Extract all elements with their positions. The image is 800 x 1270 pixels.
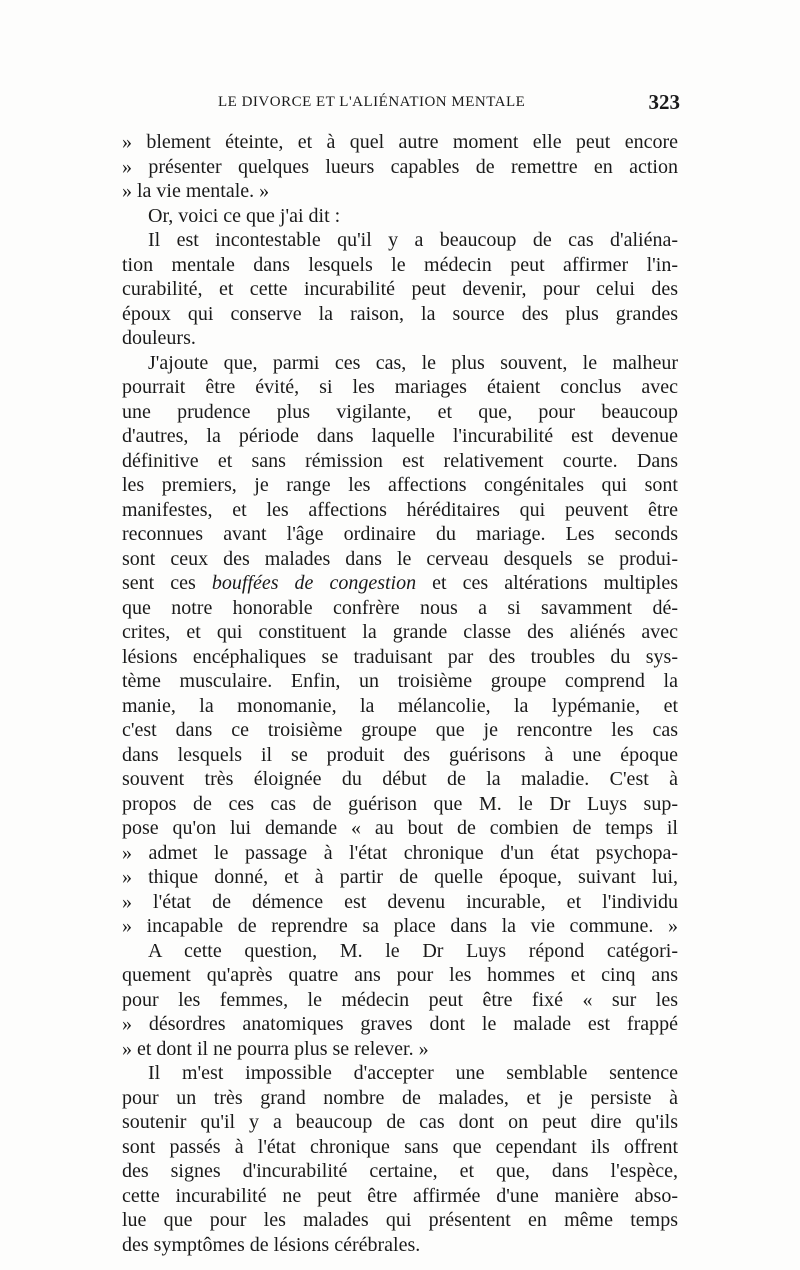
text-segment: manifestes, et les affections héréditaires qui peuvent être bbox=[122, 498, 678, 521]
text-segment: douleurs. bbox=[122, 327, 196, 349]
text-line bbox=[122, 277, 678, 302]
text-segment: sent ces bbox=[122, 572, 212, 594]
italic-phrase: bouffées de congestion bbox=[211, 572, 417, 594]
text-line bbox=[122, 645, 678, 670]
text-line bbox=[122, 571, 678, 596]
text-line bbox=[122, 669, 678, 694]
text-line bbox=[122, 620, 678, 645]
text-segment: » désordres anatomiques graves dont le malade est frappé bbox=[122, 1013, 678, 1035]
text-line bbox=[122, 914, 678, 939]
text-segment: pour un très grand nombre de malades, et je persiste à bbox=[122, 1086, 678, 1109]
text-line bbox=[122, 963, 678, 988]
text-line bbox=[122, 302, 678, 327]
page-number: 323 bbox=[648, 90, 680, 114]
text-segment: les premiers, je range les affections congénitales qui sont bbox=[122, 474, 678, 496]
text-line bbox=[122, 890, 678, 915]
text-segment: » blement éteinte, et à quel autre moment elle peut encore bbox=[122, 131, 678, 153]
text-segment: que notre honorable confrère nous a si savamment dé- bbox=[122, 596, 678, 619]
text-segment: » incapable de reprendre sa place dans la vie commune. » bbox=[122, 915, 678, 937]
text-line bbox=[122, 351, 678, 376]
text-line bbox=[122, 816, 678, 841]
text-segment: » présenter quelques lueurs capables de remettre en action bbox=[122, 155, 678, 178]
text-segment: une prudence plus vigilante, et que, pour beaucoup bbox=[122, 400, 678, 423]
text-line bbox=[122, 1159, 678, 1184]
text-line bbox=[122, 449, 678, 474]
text-line bbox=[122, 596, 678, 621]
text-segment: cette incurabilité ne peut être affirmée d'une manière abso- bbox=[122, 1184, 678, 1207]
text-line bbox=[122, 1208, 678, 1233]
text-segment: c'est dans ce troisième groupe que je rencontre les cas bbox=[122, 719, 678, 741]
text-segment: Or, voici ce que j'ai dit : bbox=[148, 204, 341, 227]
text-segment: crites, et qui constituent la grande classe des aliénés avec bbox=[122, 621, 678, 643]
text-line bbox=[122, 424, 678, 449]
text-line bbox=[122, 718, 678, 743]
text-line bbox=[122, 547, 678, 572]
text-line bbox=[122, 253, 678, 278]
text-segment: manie, la monomanie, la mélancolie, la lypémanie, et bbox=[122, 694, 678, 717]
text-line bbox=[122, 792, 678, 817]
text-line bbox=[122, 228, 678, 253]
text-segment: sont ceux des malades dans le cerveau desquels se produi- bbox=[122, 547, 678, 570]
text-line bbox=[122, 1135, 678, 1160]
text-segment: » la vie mentale. » bbox=[122, 180, 270, 202]
text-segment: » admet le passage à l'état chronique d'un état psychopa- bbox=[122, 841, 678, 864]
text-line bbox=[122, 498, 678, 523]
text-line bbox=[122, 865, 678, 890]
text-line bbox=[122, 130, 678, 155]
text-segment: pourrait être évité, si les mariages étaient conclus avec bbox=[122, 376, 678, 398]
text-segment: tème musculaire. Enfin, un troisième groupe comprend la bbox=[122, 670, 678, 692]
text-segment: pour les femmes, le médecin peut être fixé « sur les bbox=[122, 988, 678, 1011]
text-segment: pose qu'on lui demande « au bout de combien de temps il bbox=[122, 817, 678, 839]
text-line bbox=[122, 1061, 678, 1086]
text-line bbox=[122, 1086, 678, 1111]
text-segment: sont passés à l'état chronique sans que cependant ils offrent bbox=[122, 1135, 678, 1158]
text-segment: Il m'est impossible d'accepter une semblable sentence bbox=[148, 1062, 678, 1084]
text-segment: dans lesquels il se produit des guérisons à une époque bbox=[122, 743, 678, 766]
running-title: LE DIVORCE ET L'ALIÉNATION MENTALE bbox=[218, 94, 526, 110]
text-segment: définitive et sans rémission est relativement courte. Dans bbox=[122, 449, 678, 472]
text-segment: lue que pour les malades qui présentent en même temps bbox=[122, 1209, 678, 1231]
text-segment: Il est incontestable qu'il y a beaucoup de cas d'aliéna- bbox=[148, 229, 678, 251]
text-line bbox=[122, 155, 678, 180]
text-segment: curabilité, et cette incurabilité peut devenir, pour celui des bbox=[122, 278, 678, 300]
text-segment: soutenir qu'il y a beaucoup de cas dont on peut dire qu'ils bbox=[122, 1111, 678, 1133]
text-line bbox=[122, 743, 678, 768]
text-line bbox=[122, 841, 678, 866]
text-segment: souvent très éloignée du début de la maladie. C'est à bbox=[122, 768, 678, 790]
text-segment: reconnues avant l'âge ordinaire du mariage. Les seconds bbox=[122, 523, 678, 545]
text-segment: » thique donné, et à partir de quelle époque, suivant lui, bbox=[122, 866, 678, 888]
body-text bbox=[122, 130, 678, 1257]
text-segment: tion mentale dans lesquels le médecin peut affirmer l'in- bbox=[122, 253, 678, 276]
text-line bbox=[122, 767, 678, 792]
text-segment: d'autres, la période dans laquelle l'incurabilité est devenue bbox=[122, 425, 678, 447]
text-segment: quement qu'après quatre ans pour les hommes et cinq ans bbox=[122, 964, 678, 986]
text-line bbox=[122, 694, 678, 719]
text-segment: » l'état de démence est devenu incurable, et l'individu bbox=[122, 890, 678, 913]
text-line bbox=[122, 1110, 678, 1135]
text-segment: des symptômes de lésions cérébrales. bbox=[122, 1233, 421, 1256]
text-line bbox=[122, 400, 678, 425]
text-line bbox=[122, 522, 678, 547]
text-line bbox=[122, 988, 678, 1013]
text-line bbox=[122, 326, 678, 351]
text-line bbox=[122, 1012, 678, 1037]
text-segment: des signes d'incurabilité certaine, et que, dans l'espèce, bbox=[122, 1160, 678, 1182]
page-header bbox=[122, 90, 680, 120]
text-segment: et ces altérations multiples bbox=[416, 572, 678, 594]
text-line bbox=[122, 1184, 678, 1209]
text-line bbox=[122, 473, 678, 498]
text-line bbox=[122, 1233, 678, 1258]
text-segment: J'ajoute que, parmi ces cas, le plus souvent, le malheur bbox=[148, 351, 678, 374]
text-line bbox=[122, 375, 678, 400]
text-segment: époux qui conserve la raison, la source des plus grandes bbox=[122, 302, 678, 325]
text-line bbox=[122, 939, 678, 964]
text-segment: » et dont il ne pourra plus se relever. » bbox=[122, 1037, 429, 1060]
text-line bbox=[122, 1037, 678, 1062]
text-segment: propos de ces cas de guérison que M. le Dr Luys sup- bbox=[122, 792, 678, 815]
text-line bbox=[122, 204, 678, 229]
text-segment: lésions encéphaliques se traduisant par des troubles du sys- bbox=[122, 645, 678, 668]
text-segment: A cette question, M. le Dr Luys répond catégori- bbox=[148, 939, 678, 962]
text-line bbox=[122, 179, 678, 204]
